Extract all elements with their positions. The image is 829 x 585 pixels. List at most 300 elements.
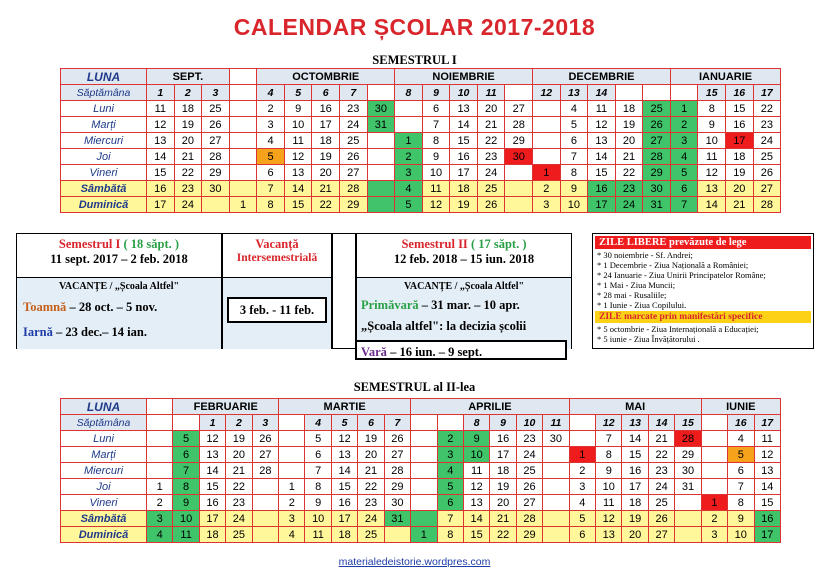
date-cell: 29 [202, 165, 230, 181]
weekday-label: Joi [61, 149, 147, 165]
date-cell: 8 [596, 447, 622, 463]
date-cell: 9 [463, 431, 489, 447]
date-cell: 28 [753, 197, 781, 213]
date-cell: 20 [174, 133, 202, 149]
date-cell: 22 [358, 479, 384, 495]
autumn-dates: – 28 oct. – 5 nov. [66, 300, 158, 314]
date-cell: 11 [754, 431, 780, 447]
date-cell: 15 [147, 165, 175, 181]
date-cell: 25 [226, 527, 252, 543]
week-number-cell: 13 [622, 415, 648, 431]
date-cell: 26 [202, 117, 230, 133]
date-cell: 19 [450, 197, 478, 213]
date-cell: 27 [384, 447, 410, 463]
date-cell: 27 [516, 495, 542, 511]
date-cell: 10 [728, 527, 754, 543]
date-cell: 23 [477, 149, 505, 165]
date-cell: 25 [648, 495, 674, 511]
date-cell: 19 [312, 149, 340, 165]
date-cell: 5 [173, 431, 199, 447]
date-cell: 5 [670, 165, 698, 181]
date-cell: 15 [331, 479, 357, 495]
date-cell: 11 [284, 133, 312, 149]
date-cell: 18 [726, 149, 754, 165]
date-cell: 9 [728, 511, 754, 527]
week-number-cell: 15 [675, 415, 701, 431]
spring-dates: – 31 mar. – 10 apr. [418, 298, 520, 312]
date-cell [543, 463, 569, 479]
date-cell: 12 [199, 431, 225, 447]
weekday-label: Vineri [61, 495, 147, 511]
date-cell: 22 [477, 133, 505, 149]
date-cell: 3 [395, 165, 423, 181]
date-cell [367, 197, 395, 213]
weekday-label: Miercuri [61, 463, 147, 479]
date-cell: 31 [384, 511, 410, 527]
date-cell: 23 [648, 463, 674, 479]
date-cell: 8 [422, 133, 450, 149]
date-cell: 4 [569, 495, 595, 511]
date-cell: 18 [490, 463, 516, 479]
date-cell: 12 [596, 511, 622, 527]
date-cell: 31 [675, 479, 701, 495]
date-cell: 5 [728, 447, 754, 463]
date-cell: 12 [698, 165, 726, 181]
date-cell: 19 [726, 165, 754, 181]
s2-dates: 12 feb. 2018 – 15 iun. 2018 [393, 252, 535, 266]
date-cell: 26 [384, 431, 410, 447]
weekday-label: Duminică [61, 197, 147, 213]
week-number-cell [229, 85, 257, 101]
date-cell [675, 527, 701, 543]
list-item: * 1 Decembrie - Ziua Națională a României; [597, 260, 749, 270]
date-cell: 26 [648, 511, 674, 527]
week-number-cell [411, 415, 437, 431]
spring-label: Primăvară [361, 298, 419, 312]
week-number-cell: 9 [422, 85, 450, 101]
date-cell: 18 [331, 527, 357, 543]
date-cell: 2 [147, 495, 173, 511]
s2-weeks: ( 17 săpt. ) [470, 237, 527, 251]
date-cell: 21 [174, 149, 202, 165]
date-cell: 14 [331, 463, 357, 479]
date-cell [701, 431, 727, 447]
week-number-cell: 5 [331, 415, 357, 431]
date-cell: 4 [560, 101, 588, 117]
date-cell [229, 165, 257, 181]
weekday-label: Luni [61, 431, 147, 447]
date-cell [229, 149, 257, 165]
week-number-cell [615, 85, 643, 101]
date-cell: 26 [477, 197, 505, 213]
date-cell: 14 [622, 431, 648, 447]
date-cell [252, 527, 278, 543]
date-cell: 20 [477, 101, 505, 117]
date-cell: 28 [516, 511, 542, 527]
week-number-cell: 3 [252, 415, 278, 431]
date-cell: 24 [358, 511, 384, 527]
date-cell: 18 [174, 101, 202, 117]
date-cell: 1 [147, 479, 173, 495]
date-cell: 1 [229, 197, 257, 213]
date-cell [229, 101, 257, 117]
weekday-label: Sâmbătă [61, 511, 147, 527]
week-number-cell: 17 [754, 415, 780, 431]
date-cell: 15 [622, 447, 648, 463]
date-cell: 7 [305, 463, 331, 479]
week-number-cell: 16 [726, 85, 754, 101]
date-cell [543, 495, 569, 511]
list-item: * 28 mai - Rusaliile; [597, 290, 667, 300]
date-cell: 12 [588, 117, 616, 133]
week-number-cell: 17 [753, 85, 781, 101]
date-cell: 28 [505, 117, 533, 133]
date-cell: 12 [422, 197, 450, 213]
date-cell: 26 [339, 149, 367, 165]
marked-days-list [593, 323, 813, 345]
date-cell: 16 [312, 101, 340, 117]
date-cell: 15 [199, 479, 225, 495]
date-cell: 11 [147, 101, 175, 117]
date-cell: 3 [437, 447, 463, 463]
week-number-cell: 12 [596, 415, 622, 431]
day-row [61, 479, 781, 495]
date-cell [569, 431, 595, 447]
date-cell: 12 [331, 431, 357, 447]
date-cell [543, 511, 569, 527]
weekday-label: Joi [61, 479, 147, 495]
date-cell: 4 [147, 527, 173, 543]
date-cell: 19 [490, 479, 516, 495]
date-cell: 7 [437, 511, 463, 527]
date-cell: 27 [252, 447, 278, 463]
date-cell: 22 [226, 479, 252, 495]
date-cell: 25 [643, 101, 671, 117]
date-cell: 16 [147, 181, 175, 197]
date-cell [411, 431, 437, 447]
date-cell: 11 [698, 149, 726, 165]
month-dec: DECEMBRIE [533, 69, 671, 85]
date-cell: 12 [754, 447, 780, 463]
week-number-cell [367, 85, 395, 101]
semester-2-calendar [60, 398, 781, 543]
day-row [61, 197, 781, 213]
week-number-cell: 14 [588, 85, 616, 101]
list-item: * 5 octombrie - Ziua Internațională a Educației; [597, 324, 759, 334]
weekday-label: Duminică [61, 527, 147, 543]
date-cell: 15 [284, 197, 312, 213]
week-number-cell: 1 [199, 415, 225, 431]
weekday-label: Luni [61, 101, 147, 117]
date-cell: 4 [437, 463, 463, 479]
date-cell: 12 [147, 117, 175, 133]
date-cell: 21 [358, 463, 384, 479]
date-cell: 16 [450, 149, 478, 165]
week-number-cell: 6 [312, 85, 340, 101]
list-item: * 5 iunie - Ziua Învățătorului . [597, 334, 700, 344]
date-cell: 18 [622, 495, 648, 511]
date-cell [395, 101, 423, 117]
date-cell: 14 [450, 117, 478, 133]
date-cell [701, 447, 727, 463]
date-cell: 3 [701, 527, 727, 543]
date-cell: 10 [560, 197, 588, 213]
date-cell: 7 [422, 117, 450, 133]
date-cell: 21 [726, 197, 754, 213]
date-cell: 6 [670, 181, 698, 197]
date-cell: 10 [422, 165, 450, 181]
date-cell: 30 [505, 149, 533, 165]
week-number-cell: 7 [339, 85, 367, 101]
day-row [61, 463, 781, 479]
spacer-box [332, 233, 356, 349]
date-cell [411, 495, 437, 511]
date-cell: 8 [257, 197, 285, 213]
day-row [61, 527, 781, 543]
month-feb: FEBRUARIE [173, 399, 279, 415]
date-cell: 7 [560, 149, 588, 165]
semester-2-info [356, 233, 572, 349]
date-cell: 21 [477, 117, 505, 133]
vacations-heading-2: VACANȚE / „Școala Altfel" [403, 281, 525, 292]
weekday-label: Marți [61, 447, 147, 463]
week-number-cell [505, 85, 533, 101]
week-number-cell: 9 [490, 415, 516, 431]
date-cell: 19 [226, 431, 252, 447]
day-row [61, 149, 781, 165]
free-days-list [593, 249, 813, 311]
date-cell: 13 [450, 101, 478, 117]
date-cell: 16 [199, 495, 225, 511]
date-cell: 20 [358, 447, 384, 463]
date-cell: 11 [422, 181, 450, 197]
semester-1-info [16, 233, 222, 349]
date-cell: 5 [305, 431, 331, 447]
date-cell: 6 [173, 447, 199, 463]
date-cell: 17 [147, 197, 175, 213]
date-cell: 20 [622, 527, 648, 543]
week-number-row [61, 415, 781, 431]
date-cell: 29 [339, 197, 367, 213]
date-cell: 16 [588, 181, 616, 197]
date-cell: 20 [615, 133, 643, 149]
month-header-row [61, 69, 781, 85]
summer-dates: – 16 iun. – 9 sept. [386, 345, 483, 359]
date-cell: 17 [490, 447, 516, 463]
date-cell: 5 [560, 117, 588, 133]
date-cell: 11 [173, 527, 199, 543]
date-cell: 23 [615, 181, 643, 197]
date-cell: 19 [358, 431, 384, 447]
date-cell: 3 [279, 511, 305, 527]
week-number-cell [701, 415, 727, 431]
date-cell: 22 [490, 527, 516, 543]
date-cell: 24 [477, 165, 505, 181]
date-cell: 31 [367, 117, 395, 133]
week-number-cell [643, 85, 671, 101]
vacations-heading: VACANȚE / „Școala Altfel" [58, 281, 180, 292]
date-cell: 13 [596, 527, 622, 543]
date-cell: 6 [257, 165, 285, 181]
date-cell: 24 [615, 197, 643, 213]
date-cell: 8 [560, 165, 588, 181]
date-cell: 17 [726, 133, 754, 149]
semester-1-heading: SEMESTRUL I [372, 53, 457, 67]
date-cell: 6 [437, 495, 463, 511]
summer-label: Vară [361, 345, 387, 359]
date-cell: 14 [284, 181, 312, 197]
winter-dates: – 23 dec.– 14 ian. [52, 325, 147, 339]
date-cell: 27 [202, 133, 230, 149]
source-link[interactable]: materialedeistorie.wordpres.com [338, 556, 491, 568]
date-cell: 10 [463, 447, 489, 463]
date-cell: 9 [173, 495, 199, 511]
date-cell: 26 [753, 165, 781, 181]
date-cell: 27 [648, 527, 674, 543]
date-cell: 24 [174, 197, 202, 213]
list-item: * 1 Iunie - Ziua Copilului. [597, 300, 687, 310]
date-cell: 1 [701, 495, 727, 511]
date-cell [411, 463, 437, 479]
date-cell: 2 [257, 101, 285, 117]
date-cell: 25 [358, 527, 384, 543]
date-cell: 19 [615, 117, 643, 133]
week-number-cell: 16 [728, 415, 754, 431]
date-cell [533, 133, 561, 149]
date-cell [384, 527, 410, 543]
date-cell: 15 [726, 101, 754, 117]
date-cell: 17 [312, 117, 340, 133]
week-number-cell: 15 [698, 85, 726, 101]
date-cell: 23 [358, 495, 384, 511]
date-cell: 21 [615, 149, 643, 165]
date-cell: 21 [226, 463, 252, 479]
weekday-label: Vineri [61, 165, 147, 181]
date-cell: 30 [384, 495, 410, 511]
date-cell: 11 [596, 495, 622, 511]
date-cell [147, 463, 173, 479]
date-cell: 16 [622, 463, 648, 479]
date-cell: 17 [588, 197, 616, 213]
date-cell: 28 [252, 463, 278, 479]
day-row [61, 117, 781, 133]
date-cell: 9 [305, 495, 331, 511]
date-cell: 18 [615, 101, 643, 117]
month-iun: IUNIE [701, 399, 780, 415]
date-cell: 3 [147, 511, 173, 527]
date-cell: 7 [596, 431, 622, 447]
date-cell [252, 511, 278, 527]
list-item: * 30 noiembrie - Sf. Andrei; [597, 250, 693, 260]
date-cell: 2 [533, 181, 561, 197]
date-cell: 31 [643, 197, 671, 213]
date-cell [367, 133, 395, 149]
date-cell [229, 181, 257, 197]
s1-dates: 11 sept. 2017 – 2 feb. 2018 [50, 252, 188, 266]
date-cell: 20 [226, 447, 252, 463]
date-cell: 5 [257, 149, 285, 165]
week-number-cell: 6 [358, 415, 384, 431]
date-cell: 23 [174, 181, 202, 197]
week-number-cell: 8 [395, 85, 423, 101]
date-cell: 8 [305, 479, 331, 495]
date-cell [675, 511, 701, 527]
date-cell: 26 [252, 431, 278, 447]
date-cell: 1 [670, 101, 698, 117]
date-cell: 10 [173, 511, 199, 527]
date-cell [395, 117, 423, 133]
week-number-cell [670, 85, 698, 101]
date-cell: 24 [339, 117, 367, 133]
week-label: Săptămâna [61, 85, 147, 101]
day-row [61, 447, 781, 463]
list-item: * 1 Mai - Ziua Muncii; [597, 280, 676, 290]
week-number-cell [279, 415, 305, 431]
intersemester-vacation [222, 233, 332, 349]
date-cell [367, 181, 395, 197]
date-cell: 17 [331, 511, 357, 527]
date-cell: 9 [284, 101, 312, 117]
date-cell: 29 [384, 479, 410, 495]
date-cell: 27 [505, 101, 533, 117]
date-cell: 11 [588, 101, 616, 117]
date-cell: 20 [490, 495, 516, 511]
date-cell [701, 479, 727, 495]
date-cell: 4 [670, 149, 698, 165]
date-cell: 30 [643, 181, 671, 197]
vacation-title: Vacanță [255, 237, 299, 251]
date-cell: 27 [339, 165, 367, 181]
date-cell: 12 [463, 479, 489, 495]
week-number-cell [173, 415, 199, 431]
day-row [61, 101, 781, 117]
date-cell: 13 [284, 165, 312, 181]
date-cell: 4 [728, 431, 754, 447]
date-cell [252, 479, 278, 495]
date-cell: 3 [533, 197, 561, 213]
month-mar: MARTIE [279, 399, 411, 415]
date-cell: 8 [728, 495, 754, 511]
date-cell [147, 431, 173, 447]
free-days-box [592, 233, 814, 349]
week-number-cell: 4 [257, 85, 285, 101]
semester-2-heading: SEMESTRUL al II-lea [353, 380, 476, 394]
date-cell: 13 [331, 447, 357, 463]
week-number-cell [437, 415, 463, 431]
date-cell: 19 [622, 511, 648, 527]
week-number-cell: 4 [305, 415, 331, 431]
free-days-heading: ZILE LIBERE prevăzute de lege [595, 236, 811, 249]
date-cell [543, 479, 569, 495]
month-label: LUNA [61, 69, 147, 85]
week-number-cell: 1 [147, 85, 175, 101]
date-cell [543, 527, 569, 543]
date-cell: 18 [199, 527, 225, 543]
date-cell: 11 [463, 463, 489, 479]
weekday-label: Miercuri [61, 133, 147, 149]
date-cell: 2 [395, 149, 423, 165]
date-cell: 1 [279, 479, 305, 495]
week-number-cell: 11 [543, 415, 569, 431]
month-label-2: LUNA [61, 399, 147, 415]
date-cell [533, 149, 561, 165]
date-cell: 1 [533, 165, 561, 181]
vacation-subtitle: Intersemestrială [236, 252, 318, 264]
date-cell: 13 [754, 463, 780, 479]
date-cell [367, 149, 395, 165]
date-cell: 6 [422, 101, 450, 117]
week-number-cell: 3 [202, 85, 230, 101]
